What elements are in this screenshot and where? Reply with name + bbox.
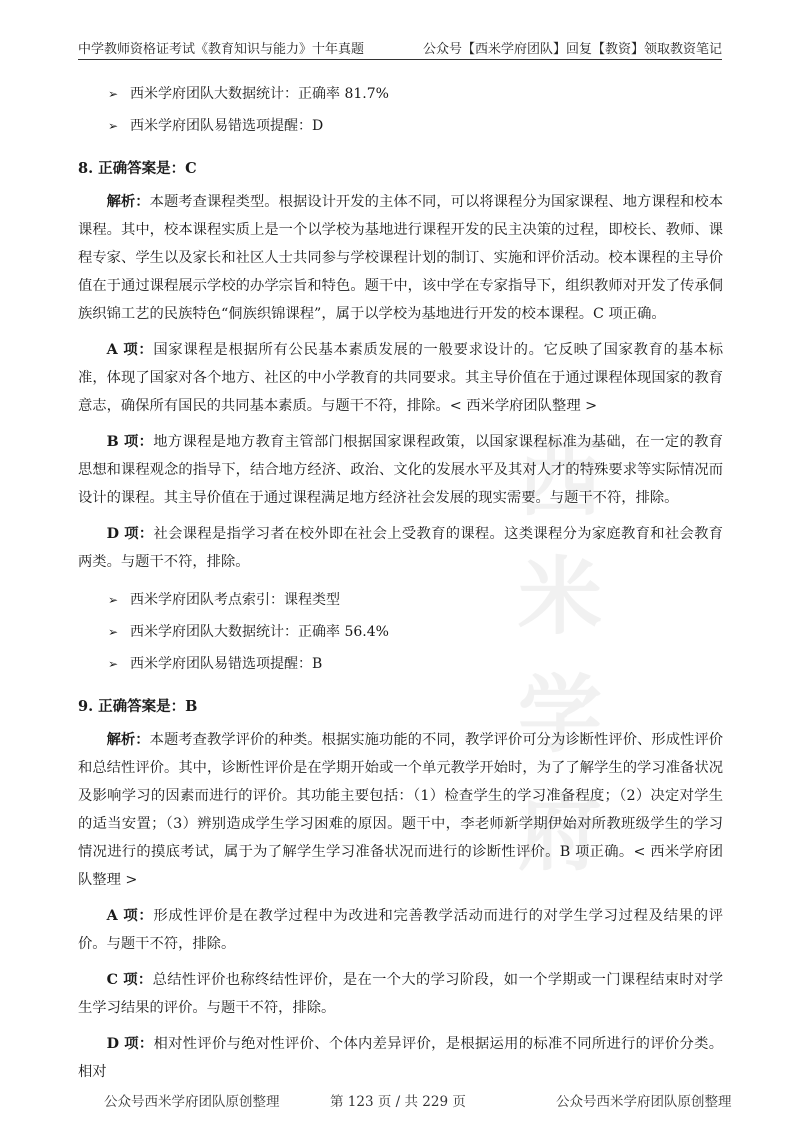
option-label: A 项： [106,908,154,924]
bullet-text: 西米学府团队易错选项提醒：D [130,118,324,134]
option-text: 社会课程是指学习者在校外即在社会上受教育的课程。这类课程分为家庭教育和社会教育两类。与题干不符，排除。 [78,526,723,570]
bullet-item [78,78,723,110]
arrow-bullet-icon: ➢ [108,657,119,671]
q8-option-b [78,428,723,512]
header-left-title: 中学教师资格证考试《教育知识与能力》十年真题 [78,42,365,57]
q9-answer-title: 9. 正确答案是：B [78,698,198,715]
option-text: 相对性评价与绝对性评价、个体内差异评价，是根据运用的标准不同所进行的评价分类。相对 [78,1036,723,1080]
option-text: 总结性评价也称终结性评价，是在一个大的学习阶段，如一个学期或一门课程结束时对学生学习结果的评价。与题干不符，排除。 [78,972,723,1016]
arrow-bullet-icon: ➢ [108,625,119,639]
page-header [78,36,722,60]
page-content [78,78,723,1094]
option-label: C 项： [106,972,153,988]
q9-option-d [78,1030,723,1086]
option-text: 地方课程是地方教育主管部门根据国家课程政策，以国家课程标准为基础，在一定的教育思想和课程观念的指导下，结合地方经济、政治、文化的发展水平及其对人才的特殊要求等实际情况而设计的课程。其主导价值在于通过课程满足地方经济社会发展的现实需要。与题干不符，排除。 [78,434,724,506]
q8-answer-title: 8. 正确答案是：C [78,160,197,177]
page-footer [0,1090,800,1110]
analysis-label: 解析： [106,732,150,748]
bullet-text: 西米学府团队大数据统计：正确率 56.4% [130,624,389,640]
option-label: A 项： [106,342,154,358]
option-text: 形成性评价是在教学过程中为改进和完善教学活动而进行的对学生学习过程及结果的评价。与题干不符，排除。 [78,908,724,952]
watermark: 西米学府 [517,430,602,882]
q8-option-a [78,336,723,420]
bullet-text: 西米学府团队大数据统计：正确率 81.7% [130,86,389,102]
q9-option-c [78,966,723,1022]
header-right-note: 公众号【西米学府团队】回复【教资】领取教资笔记 [422,42,722,57]
arrow-bullet-icon: ➢ [108,119,119,133]
arrow-bullet-icon: ➢ [108,87,119,101]
bullet-text: 西米学府团队易错选项提醒：B [130,656,323,672]
q8-analysis [78,188,723,328]
option-label: B 项： [106,434,154,450]
page-number: 第 123 页 / 共 229 页 [330,1094,466,1110]
bullet-item [78,616,723,648]
bullet-item [78,648,723,680]
arrow-bullet-icon: ➢ [108,593,119,607]
analysis-text: 本题考查课程类型。根据设计开发的主体不同，可以将课程分为国家课程、地方课程和校本课程。其中，校本课程实质上是一个以学校为基地进行课程开发的民主决策的过程，即校长、教师、课程专家、学生以及家长和社区人士共同参与学校课程计划的制订、实施和评价活动。校本课程的主导价值在于通过课程展示学校的办学宗旨和特色。题干中，该中学在专家指导下，组织教师对开发了传承侗族织锦工艺的民族特色“侗族织锦课程”，属于以学校为基地进行开发的校本课程。C 项正确。 [78,194,724,322]
option-label: D 项： [106,1036,154,1052]
q9-analysis [78,726,723,894]
analysis-text: 本题考查教学评价的种类。根据实施功能的不同，教学评价可分为诊断性评价、形成性评价和总结性评价。其中，诊断性评价是在学期开始或一个单元教学开始时，为了了解学生的学习准备状况及影响学习的因素而进行的评价。其功能主要包括：（1）检查学生的学习准备程度；（2）决定对学生的适当安置；（3）辨别造成学生学习困难的原因。题干中，李老师新学期伊始对所教班级学生的学习情况进行的摸底考试，属于为了解学生学习准备状况而进行的诊断性评价。B 项正确。< 西米学府团队整理 > [78,732,724,888]
q8-option-d [78,520,723,576]
option-text: 国家课程是根据所有公民基本素质发展的一般要求设计的。它反映了国家教育的基本标准，体现了国家对各个地方、社区的中小学教育的共同要求。其主导价值在于通过课程体现国家的教育意志，确保所有国民的共同基本素质。与题干不符，排除。< 西米学府团队整理 > [78,342,724,414]
bullet-item [78,584,723,616]
footer-right: 公众号西米学府团队原创整理 [556,1094,732,1110]
bullet-text: 西米学府团队考点索引：课程类型 [130,592,340,608]
footer-left: 公众号西米学府团队原创整理 [104,1094,280,1110]
analysis-label: 解析： [106,194,150,210]
option-label: D 项： [106,526,154,542]
bullet-item [78,110,723,142]
q9-option-a [78,902,723,958]
